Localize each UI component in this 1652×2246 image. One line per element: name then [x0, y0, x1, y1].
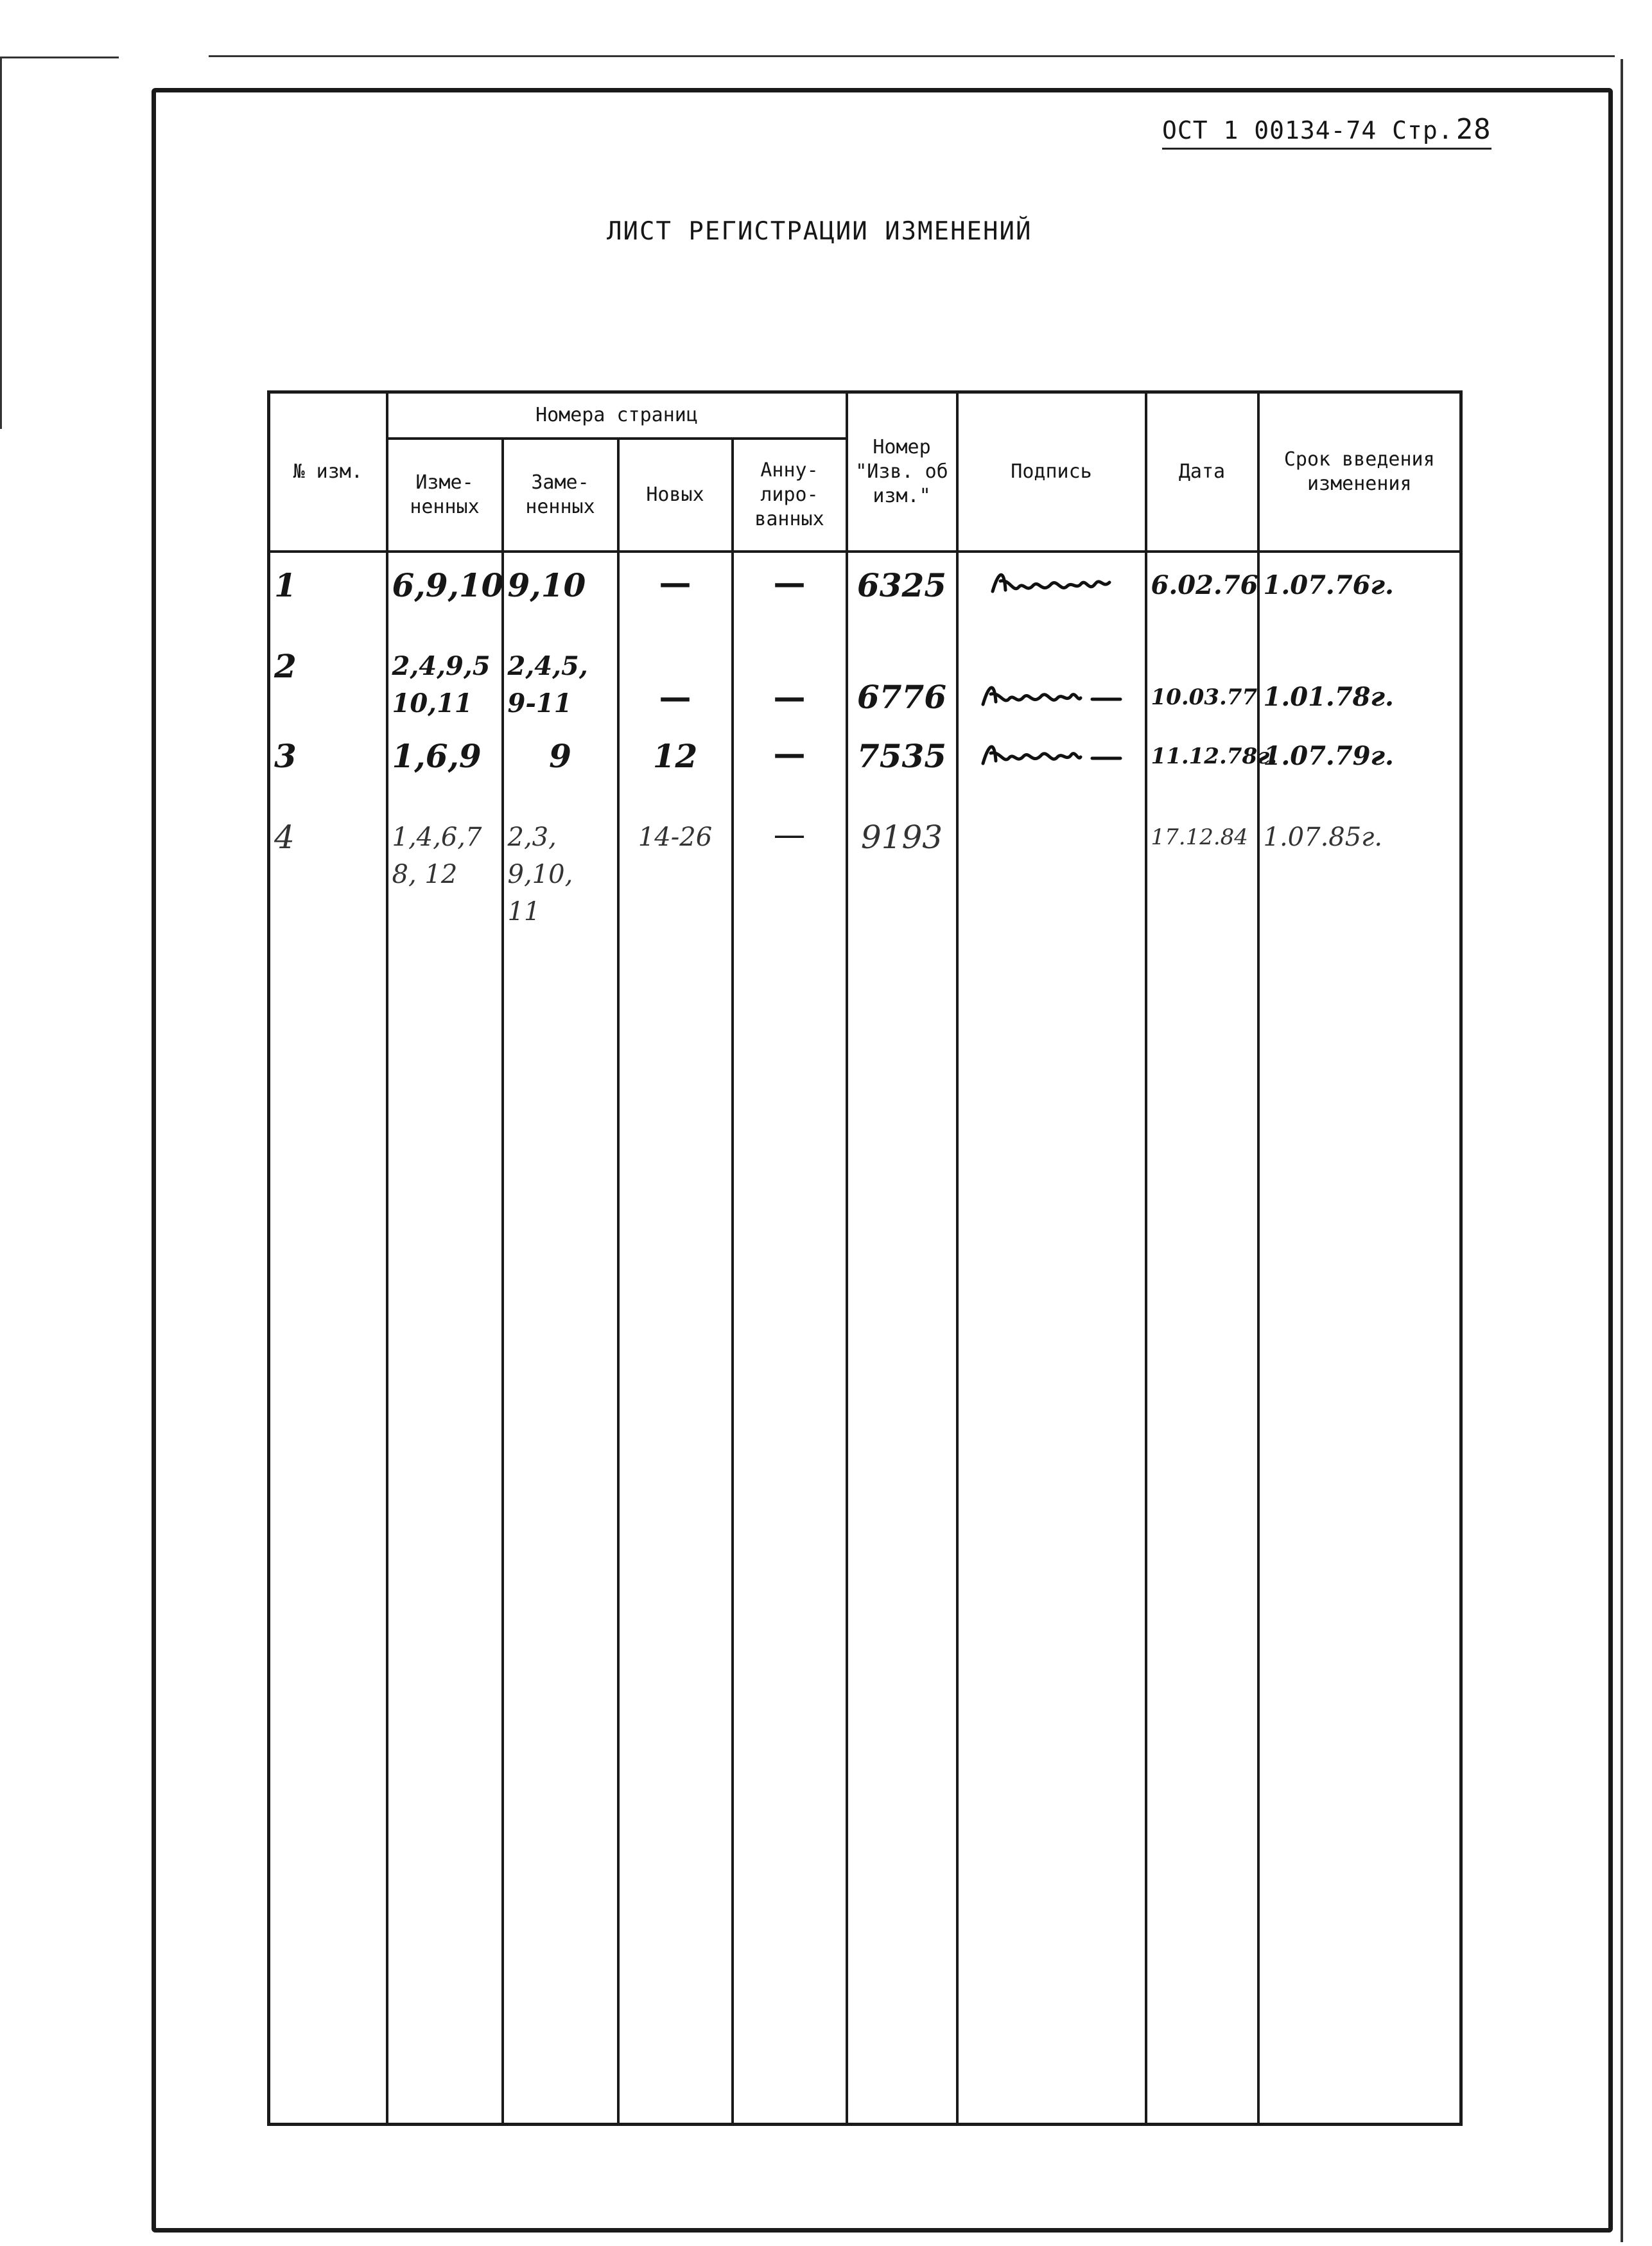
page-title: ЛИСТ РЕГИСТРАЦИИ ИЗМЕНЕНИЙ [607, 217, 1032, 246]
row-term: 1.07.79г. [1263, 740, 1394, 771]
col-header-annulled: Анну- лиро- ванных [733, 439, 847, 552]
scan-edge-right [1621, 59, 1623, 2242]
table-row-empty [269, 933, 1461, 2125]
row-annulled: — [773, 564, 806, 602]
col-header-changed: Изме- ненных [387, 439, 503, 552]
scan-edge-left [0, 57, 2, 429]
row-notice: 9193 [860, 818, 943, 856]
col-header-num: № изм. [269, 392, 387, 552]
scan-edge-top-left [0, 57, 119, 58]
row-annulled: — [773, 815, 806, 853]
row-new: — [659, 564, 691, 602]
col-header-replaced: Заме- ненных [503, 439, 618, 552]
change-registration-table [267, 390, 1463, 2126]
row-num: 4 [274, 818, 295, 856]
row-new: — [659, 678, 691, 716]
row-changed: 2,4,9,5 10,11 [392, 650, 491, 718]
row-replaced: 9,10 [507, 566, 586, 604]
row-new: 14-26 [638, 822, 713, 852]
row-new: 12 [652, 736, 698, 775]
row-annulled: — [773, 735, 806, 772]
document-code [1162, 113, 1491, 150]
row-date: 10.03.77 [1151, 684, 1258, 710]
col-header-new: Новых [618, 439, 733, 552]
row-term: 1.01.78г. [1263, 681, 1394, 712]
row-replaced: 2,4,5, 9-11 [507, 650, 588, 718]
row-num: 1 [274, 566, 297, 604]
row-term: 1.07.76г. [1263, 570, 1394, 600]
row-annulled: — [773, 678, 806, 716]
document-code-text: ОСТ 1 00134-74 Стр. [1162, 116, 1454, 144]
row-term: 1.07.85г. [1263, 822, 1383, 852]
signature-image [962, 634, 1141, 724]
col-header-date: Дата [1146, 392, 1258, 552]
table-row [269, 724, 1461, 805]
row-date: 17.12.84 [1151, 824, 1248, 850]
row-date: 6.02.76 [1151, 570, 1258, 600]
table-row [269, 634, 1461, 724]
row-date: 11.12.78г. [1151, 743, 1278, 769]
signature-image [962, 724, 1141, 783]
col-header-term: Срок введения изменения [1258, 392, 1461, 552]
col-header-notice: Номер "Изв. об изм." [847, 392, 957, 552]
row-changed: 6,9,10 [392, 566, 504, 604]
scan-edge-top [209, 55, 1615, 57]
col-header-signature: Подпись [957, 392, 1146, 552]
table-row [269, 552, 1461, 634]
signature-image [962, 553, 1141, 612]
table-row [269, 805, 1461, 933]
row-changed: 1,4,6,7 8, 12 [392, 822, 482, 889]
row-replaced: 9 [549, 736, 571, 775]
row-replaced: 2,3, 9,10, 11 [507, 822, 573, 927]
row-num: 2 [274, 647, 297, 685]
row-notice: 6776 [856, 677, 947, 716]
row-notice: 7535 [856, 736, 947, 775]
col-header-page-numbers: Номера страниц [387, 392, 847, 439]
row-changed: 1,6,9 [392, 736, 482, 775]
row-notice: 6325 [856, 566, 947, 604]
row-num: 3 [274, 736, 297, 775]
page-number: 28 [1456, 113, 1491, 146]
